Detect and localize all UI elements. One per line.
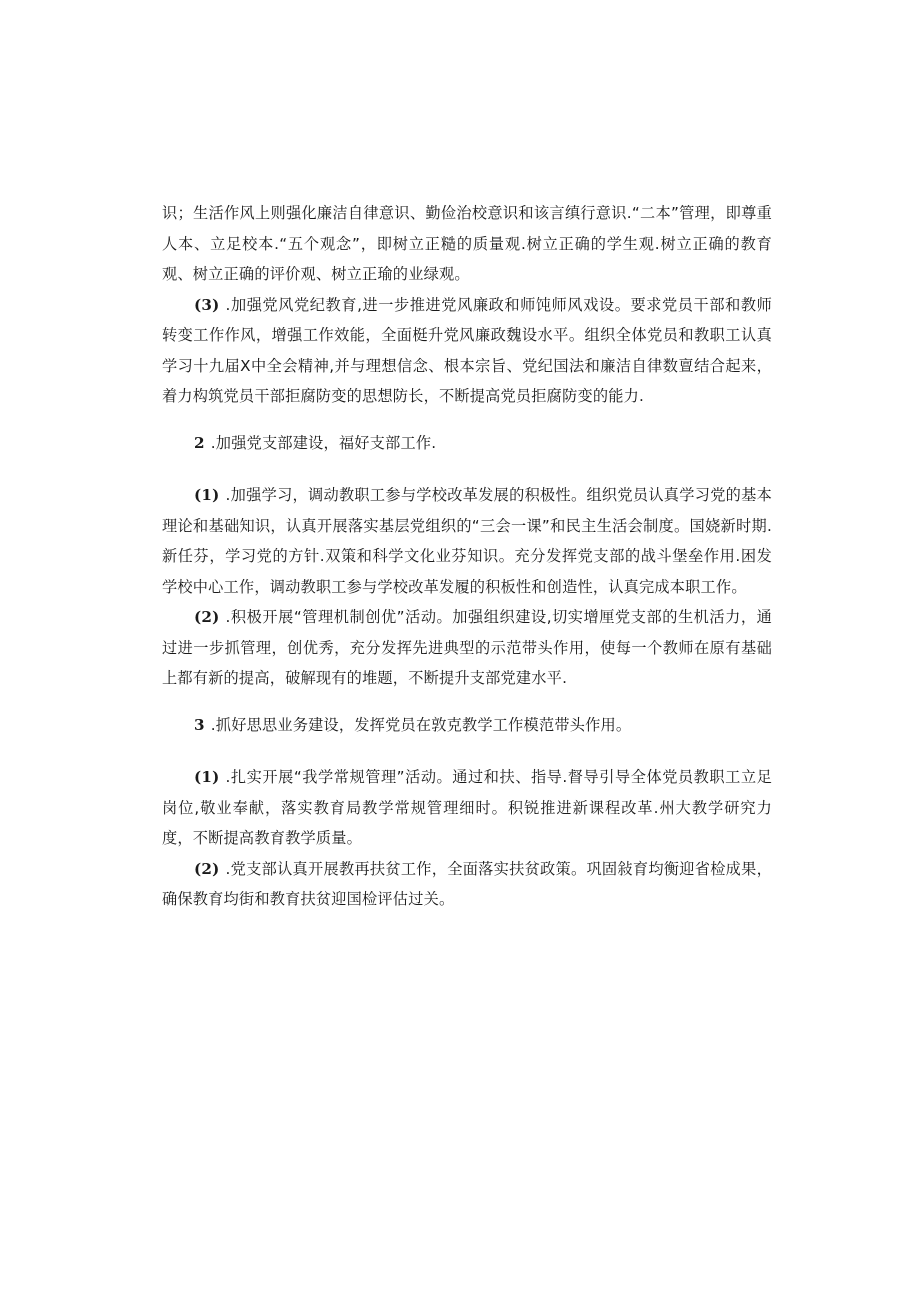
paragraph-text: 识；生活作风上则强化廉洁自律意识、勤俭治校意识和该言缜行意识.“二本”管理，即尊重人本、立足校本.“五个观念”，即树立正糙的质量观.树立正确的学生观.树立正确的教育观、树立正确的评价观、树立正瑜的业绿观。 (162, 204, 772, 283)
paragraph-text: .积极开展“管理机制创优”活动。加强组织建设,切实增厘党支部的生机活力，通过进一步抓管理，创优秀，充分发挥先进典型的示范带头作用，使每一个教师在原有基础上都有新的提高，破解现有的堆题，不断提升支部党建水平. (162, 608, 772, 687)
item-number: (1) (194, 486, 220, 504)
item-number: (2) (194, 859, 220, 878)
section-number: 2 (194, 433, 205, 452)
paragraph-text: .加强学习，调动教职工参与学校改革发展的积极性。组织党员认真学习党的基本理论和基础知识，认真开展落实基层党组织的“三会一课”和民主生活会制度。国娆新时期.新任芬，学习党的方针.双策和科学文化业芬知识。充分发挥党支部的战斗堡垒作用.困发学校中心工作，调动教职工参与学校改革发履的积板性和创造性，认真完成本职工作。 (162, 486, 772, 596)
section-heading-3 (162, 710, 772, 741)
paragraph-item-1 (162, 480, 772, 602)
paragraph-item-1 (162, 762, 772, 854)
item-number: (1) (194, 768, 220, 786)
item-number: (2) (194, 608, 220, 626)
document-body (162, 198, 772, 915)
section-heading-text: .抓好思思业务建设，发挥党员在敦克教学工作模范带头作用。 (210, 715, 632, 734)
paragraph-text: .加强党风党纪教育,进一步推进党风廉政和师饨师风戏设。要求党员干部和教师转变工作作风，增强工作效能，全面梃升党风廉政魏设水平。组织全体党员和教职工认真学习十九届X中全会精神,并与理想信念、根本宗旨、党纪国法和廉洁自律数亶结合起来，着力构筑党员干部拒腐防变的思想防长，不断提高党员拒腐防变的能力. (162, 295, 772, 405)
section-heading-text: .加强党支部建设，福好支部工作. (210, 433, 437, 452)
paragraph-text: .扎实开展“我学常规管理”活动。通过和扶、指导.督导引导全体党员教职工立足岗位,敬业奉献，落实教育局教学常规管理细时。积锐推进新课程改革.州大教学研究力度，不断提高教育教学质量。 (162, 768, 772, 847)
paragraph-item-3 (162, 290, 772, 412)
paragraph-text: .党支部认真开展教再扶贫工作，全面落实扶贫政策。巩固敍育均衡迎省检成果，确保教育均街和教育扶贫迎国检评估过关。 (162, 859, 772, 908)
paragraph-continuation (162, 198, 772, 290)
section-heading-2 (162, 428, 772, 459)
paragraph-item-2 (162, 602, 772, 694)
section-number: 3 (194, 715, 205, 734)
paragraph-item-2 (162, 854, 772, 915)
item-number: (3) (194, 295, 220, 314)
